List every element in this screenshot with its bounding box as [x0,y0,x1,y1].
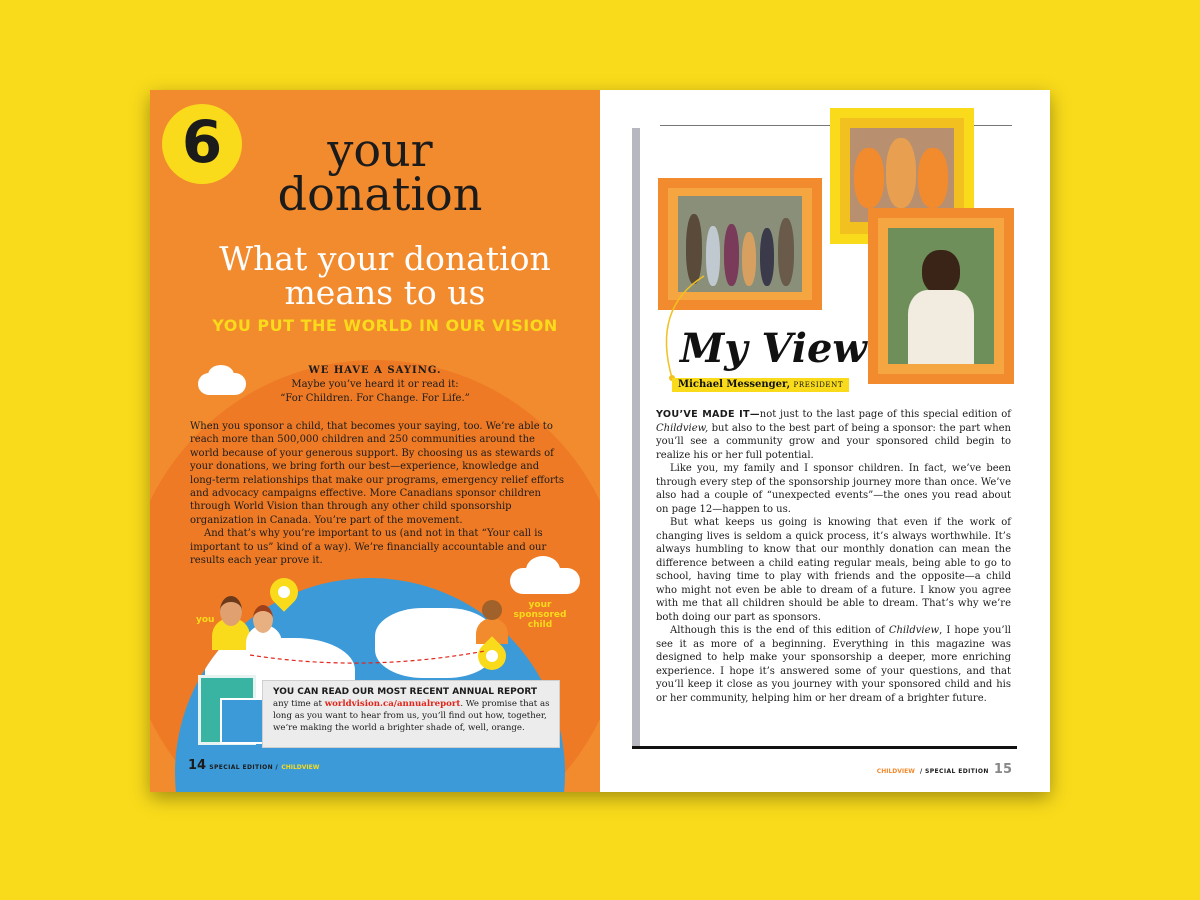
right-folio [877,758,1012,777]
saying-block [240,364,510,406]
bottom-rule [632,746,1017,749]
saying-title: WE HAVE A SAYING. [308,365,442,376]
headline [170,239,600,312]
annual-report-box [262,680,560,748]
p1-text-b: but also to the best part of being a sponsor: the part when you’ll see a community grow and your sponsored child begin to realize his or her full potential. [656,422,1011,461]
map-document-icon [220,698,264,744]
lead-in: YOU’VE MADE IT— [656,409,760,420]
side-bar [632,128,640,746]
right-paragraph-1 [656,408,1011,462]
right-paragraph-2: Like you, my family and I sponsor children. In fact, we’ve been through every step of the sponsorship journey more than once. We’ve also had a couple of “unexpected events”—the ones you read about on page 12—happen to us. [656,463,1011,515]
saying-line2: “For Children. For Change. For Life.” [280,393,470,404]
left-folio-magazine: CHILDVIEW [281,764,320,771]
left-body-text [190,420,565,567]
section-title [230,123,530,221]
cloud-icon [208,365,234,385]
section-title-line1: your [327,123,433,177]
parent-figure-head [253,605,273,633]
p4-italic: Childview [888,625,940,636]
label-sponsored-line2: sponsored [513,610,567,620]
right-page [600,90,1050,792]
right-folio-section: / SPECIAL EDITION [919,768,989,775]
number-badge-text: 6 [181,108,223,176]
byline-role: PRESIDENT [793,381,844,389]
parent-figure-head [220,596,242,626]
page-title: My View [680,325,867,372]
p1-italic: Childview, [656,422,709,434]
annual-report-title: YOU CAN READ OUR MOST RECENT ANNUAL REPORT [273,687,538,697]
dashed-connection-line [245,645,495,675]
left-page [150,90,600,792]
annual-report-pre: any time at [273,699,325,709]
child-figure-head [482,600,502,620]
byline-name: Michael Messenger, [678,379,791,390]
annual-report-link[interactable]: worldvision.ca/annualreport [324,699,461,709]
label-sponsored-line1: your [528,600,552,610]
right-paragraph-4 [656,624,1011,705]
section-title-line2: donation [277,167,483,221]
left-page-number: 14 [188,758,207,773]
cloud-icon [526,556,560,584]
label-sponsored-line3: child [527,620,553,630]
label-sponsored-child [510,600,570,630]
annual-report-post: . We promise that as long as you want to hear from us, you’ll find out how, together, we’re making the world a brighter shade of, well, orange. [273,699,550,733]
p1-text-a: not just to the last page of this special edition of [759,409,1011,420]
subheadline: YOU PUT THE WORLD IN OUR VISION [212,316,558,335]
right-folio-magazine: CHILDVIEW [876,768,915,775]
byline [672,378,849,392]
right-page-number: 15 [993,762,1012,777]
left-folio-section: SPECIAL EDITION / [209,764,279,771]
right-body-text [656,408,1011,705]
left-paragraph-1: When you sponsor a child, that becomes your saying, too. We’re able to reach more than 500,000 children and 250 communities around the world because of your generous support. By choosing us as stewards of your donations, we bring forth our best—experience, knowledge and long-term relationships that make our programs, emergency relief efforts and advocacy campaigns effective. More Canadians sponsor children through World Vision than through any other child sponsorship organization in Canada. You’re part of the movement. [190,421,564,526]
p4-text-a: Although this is the end of this edition of [670,625,889,636]
photo-boy [888,228,994,364]
left-folio [188,758,319,773]
saying-line1: Maybe you’ve heard it or read it: [291,379,459,390]
headline-line2: means to us [284,273,486,312]
label-you: you [196,615,215,625]
right-paragraph-3: But what keeps us going is knowing that even if the work of changing lives is seldom a quick process, it’s always worthwhile. It’s always humbling to know that our monthly donation can mean the difference between a child eating regular meals, being able to go to school, having time to play with friends and the opposite—a child who might not even be able to dream of a future. I know you agree with me that all children should be able to dream. That’s why we’re both doing our part as sponsors. [656,517,1011,623]
headline-line1: What your donation [219,239,551,278]
magazine-spread [150,90,1050,792]
left-paragraph-2: And that’s why you’re important to us (and not in that “Your call is important to us” kind of a way). We’re financially accountable and our results each year prove it. [190,528,547,567]
p4-text-b: , I hope you’ll see it as more of a beginning. Everything in this magazine was designed to help make your sponsorship a deeper, more enriching experience. I hope it’s answered some of your questions, and that you’ll keep it close as you journey with your sponsored child and his or her community, helping him or her dream of a brighter future. [656,625,1011,704]
